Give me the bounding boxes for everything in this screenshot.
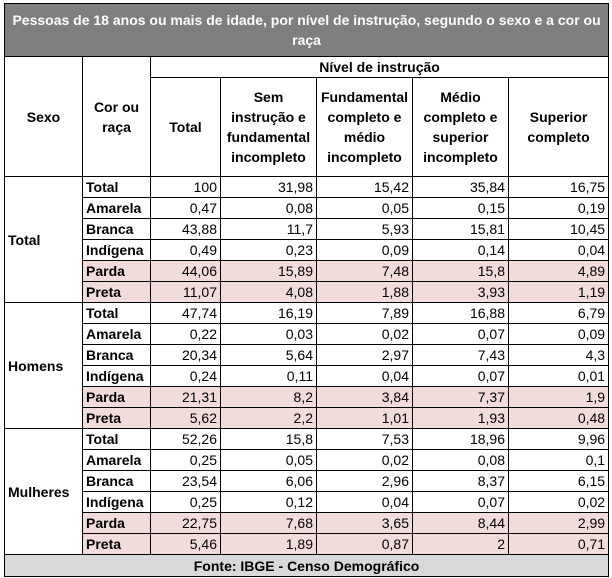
value-cell: 47,74 — [151, 303, 221, 324]
table-row — [5, 492, 609, 513]
header-superior-completo: Superior completo — [509, 78, 609, 177]
value-cell: 4,89 — [509, 261, 609, 282]
value-cell: 2,2 — [221, 408, 317, 429]
value-cell: 15,8 — [221, 429, 317, 450]
value-cell: 10,45 — [509, 219, 609, 240]
header-total: Total — [151, 78, 221, 177]
sexo-group-label: Homens — [5, 303, 83, 429]
value-cell: 3,84 — [317, 387, 413, 408]
value-cell: 21,31 — [151, 387, 221, 408]
value-cell: 15,8 — [413, 261, 509, 282]
cor-raca-label: Total — [83, 303, 151, 324]
value-cell: 1,01 — [317, 408, 413, 429]
value-cell: 15,81 — [413, 219, 509, 240]
cor-raca-label: Amarela — [83, 198, 151, 219]
value-cell: 0,23 — [221, 240, 317, 261]
value-cell: 0,12 — [221, 492, 317, 513]
value-cell: 7,37 — [413, 387, 509, 408]
value-cell: 4,3 — [509, 345, 609, 366]
table-container — [4, 3, 608, 577]
table-row — [5, 303, 609, 324]
value-cell: 7,89 — [317, 303, 413, 324]
value-cell: 0,05 — [317, 198, 413, 219]
cor-raca-label: Branca — [83, 219, 151, 240]
table-row — [5, 177, 609, 198]
value-cell: 1,19 — [509, 282, 609, 303]
value-cell: 11,7 — [221, 219, 317, 240]
value-cell: 0,19 — [509, 198, 609, 219]
value-cell: 0,08 — [221, 198, 317, 219]
value-cell: 0,11 — [221, 366, 317, 387]
value-cell: 9,96 — [509, 429, 609, 450]
value-cell: 0,1 — [509, 450, 609, 471]
value-cell: 16,75 — [509, 177, 609, 198]
sexo-group-label: Total — [5, 177, 83, 303]
value-cell: 0,04 — [317, 492, 413, 513]
value-cell: 20,34 — [151, 345, 221, 366]
value-cell: 100 — [151, 177, 221, 198]
value-cell: 8,44 — [413, 513, 509, 534]
value-cell: 3,65 — [317, 513, 413, 534]
value-cell: 2 — [413, 534, 509, 555]
value-cell: 15,42 — [317, 177, 413, 198]
value-cell: 5,64 — [221, 345, 317, 366]
cor-raca-label: Branca — [83, 345, 151, 366]
header-sem-instrucao: Sem instrução e fundamental incompleto — [221, 78, 317, 177]
value-cell: 2,96 — [317, 471, 413, 492]
table-title: Pessoas de 18 anos ou mais de idade, por nível de instrução, segundo o sexo e a cor ou raça — [5, 4, 609, 57]
cor-raca-label: Parda — [83, 387, 151, 408]
table-row — [5, 366, 609, 387]
table-row — [5, 387, 609, 408]
value-cell: 0,08 — [413, 450, 509, 471]
value-cell: 0,25 — [151, 492, 221, 513]
education-table — [4, 3, 609, 577]
table-row — [5, 324, 609, 345]
value-cell: 0,04 — [317, 366, 413, 387]
value-cell: 7,53 — [317, 429, 413, 450]
value-cell: 0,48 — [509, 408, 609, 429]
header-cor-raca: Cor ou raça — [83, 57, 151, 177]
value-cell: 0,03 — [221, 324, 317, 345]
sexo-group-label: Mulheres — [5, 429, 83, 555]
value-cell: 0,47 — [151, 198, 221, 219]
table-row — [5, 429, 609, 450]
value-cell: 6,15 — [509, 471, 609, 492]
value-cell: 0,05 — [221, 450, 317, 471]
value-cell: 43,88 — [151, 219, 221, 240]
table-row — [5, 261, 609, 282]
value-cell: 1,88 — [317, 282, 413, 303]
table-row — [5, 345, 609, 366]
value-cell: 0,49 — [151, 240, 221, 261]
value-cell: 8,2 — [221, 387, 317, 408]
value-cell: 11,07 — [151, 282, 221, 303]
cor-raca-label: Preta — [83, 534, 151, 555]
value-cell: 0,07 — [413, 366, 509, 387]
cor-raca-label: Preta — [83, 408, 151, 429]
value-cell: 31,98 — [221, 177, 317, 198]
value-cell: 8,37 — [413, 471, 509, 492]
value-cell: 6,79 — [509, 303, 609, 324]
table-row — [5, 471, 609, 492]
table-row — [5, 450, 609, 471]
value-cell: 15,89 — [221, 261, 317, 282]
table-row — [5, 240, 609, 261]
cor-raca-label: Total — [83, 429, 151, 450]
value-cell: 0,24 — [151, 366, 221, 387]
table-footer-source: Fonte: IBGE - Censo Demográfico — [5, 555, 609, 577]
header-medio-completo: Médio completo e superior incompleto — [413, 78, 509, 177]
cor-raca-label: Preta — [83, 282, 151, 303]
header-nivel-instrucao: Nível de instrução — [151, 57, 609, 78]
table-row — [5, 534, 609, 555]
value-cell: 2,99 — [509, 513, 609, 534]
value-cell: 7,48 — [317, 261, 413, 282]
cor-raca-label: Total — [83, 177, 151, 198]
cor-raca-label: Indígena — [83, 240, 151, 261]
value-cell: 0,87 — [317, 534, 413, 555]
value-cell: 0,04 — [509, 240, 609, 261]
table-body — [5, 177, 609, 555]
table-row — [5, 198, 609, 219]
value-cell: 0,02 — [317, 324, 413, 345]
value-cell: 0,01 — [509, 366, 609, 387]
value-cell: 5,46 — [151, 534, 221, 555]
value-cell: 0,25 — [151, 450, 221, 471]
value-cell: 22,75 — [151, 513, 221, 534]
value-cell: 0,07 — [413, 324, 509, 345]
value-cell: 0,09 — [509, 324, 609, 345]
value-cell: 0,07 — [413, 492, 509, 513]
value-cell: 0,22 — [151, 324, 221, 345]
value-cell: 5,93 — [317, 219, 413, 240]
value-cell: 0,02 — [509, 492, 609, 513]
cor-raca-label: Indígena — [83, 492, 151, 513]
cor-raca-label: Parda — [83, 261, 151, 282]
value-cell: 23,54 — [151, 471, 221, 492]
value-cell: 1,93 — [413, 408, 509, 429]
value-cell: 0,14 — [413, 240, 509, 261]
value-cell: 1,89 — [221, 534, 317, 555]
value-cell: 0,02 — [317, 450, 413, 471]
table-row — [5, 408, 609, 429]
value-cell: 3,93 — [413, 282, 509, 303]
table-row — [5, 513, 609, 534]
value-cell: 1,9 — [509, 387, 609, 408]
header-fundamental-completo: Fundamental completo e médio incompleto — [317, 78, 413, 177]
table-row — [5, 219, 609, 240]
value-cell: 0,71 — [509, 534, 609, 555]
cor-raca-label: Parda — [83, 513, 151, 534]
table-row — [5, 282, 609, 303]
value-cell: 2,97 — [317, 345, 413, 366]
cor-raca-label: Indígena — [83, 366, 151, 387]
value-cell: 16,88 — [413, 303, 509, 324]
value-cell: 5,62 — [151, 408, 221, 429]
cor-raca-label: Amarela — [83, 450, 151, 471]
cor-raca-label: Amarela — [83, 324, 151, 345]
value-cell: 7,68 — [221, 513, 317, 534]
value-cell: 35,84 — [413, 177, 509, 198]
value-cell: 52,26 — [151, 429, 221, 450]
value-cell: 7,43 — [413, 345, 509, 366]
header-sexo: Sexo — [5, 57, 83, 177]
value-cell: 0,15 — [413, 198, 509, 219]
value-cell: 4,08 — [221, 282, 317, 303]
value-cell: 16,19 — [221, 303, 317, 324]
value-cell: 0,09 — [317, 240, 413, 261]
cor-raca-label: Branca — [83, 471, 151, 492]
value-cell: 18,96 — [413, 429, 509, 450]
value-cell: 44,06 — [151, 261, 221, 282]
value-cell: 6,06 — [221, 471, 317, 492]
